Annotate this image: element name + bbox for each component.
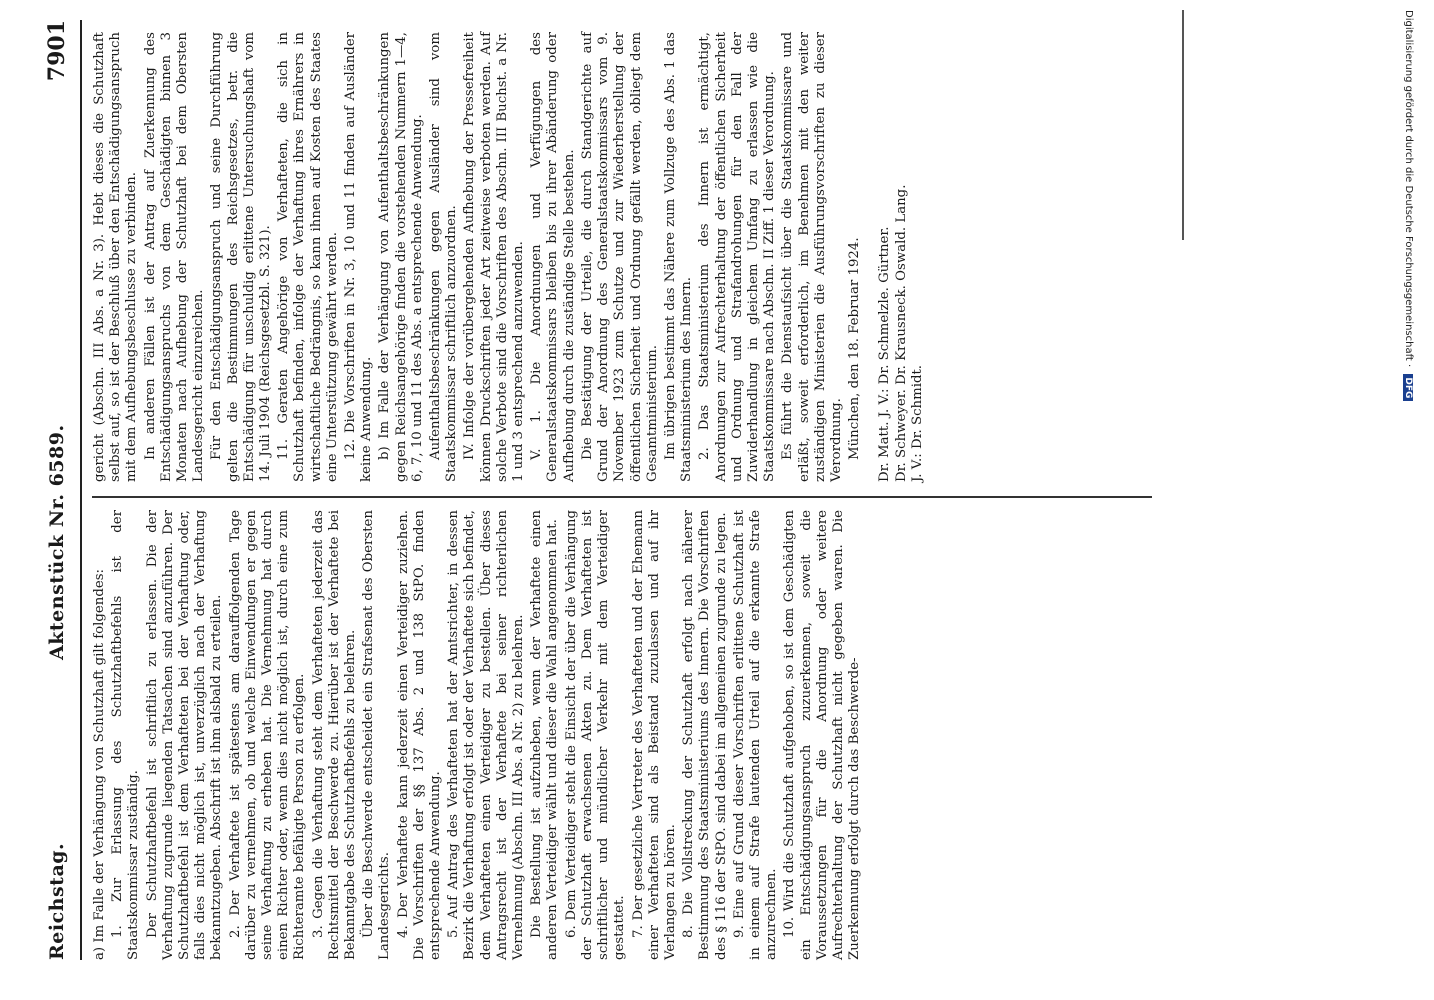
paragraph: 5. Auf Antrag des Verhafteten hat der Amtsrichter, in dessen Bezirk die Verhaftung erfolgt ist oder der Verhaftete sich befindet, dem Verhafteten einen Verteidiger zu bestellen. Über dieses Antragsrecht ist der Verhaftete bei seiner richterlichen Vernehmung (Abschn. III Abs. a Nr. 2) zu belehren. (446, 510, 527, 960)
funding-note: Digitalisierung gefördert durch die Deutsche Forschungsgemeinschaft · DFG (1398, 10, 1414, 990)
paragraph: 11. Geraten Angehörige von Verhafteten, die sich in Schutzhaft befinden, infolge der Verhaftung ihres Ernährers in wirtschaftliche Bedrängnis, so kann ihnen auf Kosten des Staates eine Unterstützung gewährt werden. (276, 32, 340, 482)
paragraph: 2. Der Verhaftete ist spätestens am darauffolgenden Tage darüber zu vernehmen, ob und welche Einwendungen er gegen seine Verhaftung zu erheben hat. Die Vernehmung hat durch einen Richter oder, wenn dies nicht möglich ist, durch eine zum Richteramte befähigte Person zu erfolgen. (227, 510, 308, 960)
paragraph: IV. Infolge der vorübergehenden Aufhebung der Pressefreiheit können Druckschriften jeder Art zeitweise verboten werden. Auf solche Verbote sind die Vorschriften des Abschn. III Buchst. a Nr. 1 und 3 entsprechend anzuwenden. (462, 32, 527, 482)
paragraph: Die Bestätigung der Urteile, die durch Standgerichte auf Grund der Anordnung des Generalstaatskommissars vom 9. November 1923 zum Schutze und zur Wiederherstellung der öffentlichen Sicherheit und Ordnung gefällt werden, obliegt dem Gesamtministerium. (579, 32, 660, 482)
paragraph: b) Im Falle der Verhängung von Aufenthaltsbeschränkungen gegen Reichsangehörige finden die vorstehenden Nummern 1—4, 6, 7, 10 und 11 des Abs. a entsprechende Anwendung. (377, 32, 425, 482)
paragraph: Aufenthaltsbeschränkungen gegen Ausländer sind vom Staatskommissar schriftlich anzuordnen. (428, 32, 460, 482)
paragraph: Für den Entschädigungsanspruch und seine Durchführung gelten die Bestimmungen des Reichsgesetzes, betr. die Entschädigung für unschuldig erlittene Untersuchungshaft vom 14. Juli 1904 (Reichsgesetzbl. S. 321). (209, 32, 274, 482)
funding-text: Digitalisierung gefördert durch die Deutsche Forschungsgemeinschaft (1403, 10, 1414, 361)
paragraph: a) Im Falle der Verhängung von Schutzhaft gilt folgendes: (92, 568, 107, 960)
paragraph: 10. Wird die Schutzhaft aufgehoben, so ist dem Geschädigten ein Entschädigungsanspruch zuzuerkennen, soweit die Voraussetzungen für die Anordnung oder weitere Aufrechterhaltung der Schutzhaft nicht gegeben waren. Die Zuerkennung erfolgt durch das Beschwerde- (782, 510, 863, 960)
paragraph: Im übrigen bestimmt das Nähere zum Vollzuge des Abs. 1 das Staatsministerium des Innern. (662, 32, 695, 482)
page-number: 7901 (44, 20, 70, 82)
signature-line: Dr. Schweyer. Dr. Krausneck. Oswald. Lang. (893, 184, 909, 482)
paragraph: 9. Eine auf Grund dieser Vorschriften erlittene Schutzhaft ist in einem auf Strafe lautenden Urteil auf die erkannte Strafe anzurechnen. (731, 510, 780, 960)
paragraph: 6. Dem Verteidiger steht die Einsicht der über die Verhängung der Schutzhaft erwachsenen Akten zu. Dem Verhafteten ist schriftlicher und mündlicher Verkehr mit dem Verteidiger gestattet. (563, 510, 628, 960)
paragraph: München, den 18. Februar 1924. (847, 237, 863, 460)
signature-line: J. V.: Dr. Schmidt. (909, 364, 925, 482)
paragraph: gericht (Abschn. III Abs. a Nr. 3). Hebt dieses die Schutzhaft selbst auf, so ist der Beschluß über den Entschädigungsanspruch mit dem Aufhebungsbeschlusse zu verbinden. (92, 32, 140, 482)
column-divider (92, 497, 1152, 499)
paragraph: V. 1. Die Anordnungen und Verfügungen des Generalstaatskommissars bleiben bis zu ihrer Abänderung oder Aufhebung durch die zuständige Stelle bestehen. (529, 32, 577, 482)
paragraph: Es führt die Dienstaufsicht über die Staatskommissare und erläßt, soweit erforderlich, im Benehmen mit den weiter zuständigen Ministerien die Ausführungsvorschriften zu dieser Verordnung. (780, 32, 844, 482)
right-column (92, 32, 1152, 482)
paragraph: 1. Zur Erlassung des Schutzhaftbefehls ist der Staatskommissar zuständig. (110, 510, 142, 960)
header-left: Reichstag. (46, 842, 68, 960)
paragraph: 2. Das Staatsministerium des Innern ist ermächtigt, Anordnungen zur Aufrechterhaltung der öffentlichen Sicherheit und Ordnung und Strafandrohungen für den Fall der Zuwiderhandlung in gleichem Umfang zu erlassen wie die Staatskommissare nach Abschn. II Ziff. 1 dieser Verordnung. (697, 32, 778, 482)
paragraph: In anderen Fällen ist der Antrag auf Zuerkennung des Entschädigungsanspruchs von dem Geschädigten binnen 3 Monaten nach Aufhebung der Schutzhaft bei dem Obersten Landesgericht einzureichen. (142, 32, 207, 482)
paragraph: 7. Der gesetzliche Vertreter des Verhafteten und der Ehemann einer Verhafteten sind als Beistand zuzulassen und auf ihr Verlangen zu hören. (630, 510, 678, 960)
paragraph: 12. Die Vorschriften in Nr. 3, 10 und 11 finden auf Ausländer keine Anwendung. (343, 32, 375, 482)
page-header (40, 20, 82, 960)
page-content (40, 20, 1160, 960)
paragraph: 8. Die Vollstreckung der Schutzhaft erfolgt nach näherer Bestimmung des Staatsministeriums des Innern. Die Vorschriften des § 116 der StPO. sind dabei im allgemeinen zugrunde zu legen. (681, 510, 729, 960)
dfg-logo: DFG (1403, 374, 1413, 401)
paragraph: Über die Beschwerde entscheidet ein Strafsenat des Obersten Landesgerichts. (361, 510, 393, 960)
paragraph: 3. Gegen die Verhaftung steht dem Verhafteten jederzeit das Rechtsmittel der Beschwerde zu. Hierüber ist der Verhaftete bei Bekanntgabe des Schutzhaftbefehls zu belehren. (310, 510, 359, 960)
closing-rule (1182, 10, 1184, 240)
paragraph: 4. Der Verhaftete kann jederzeit einen Verteidiger zuziehen. Die Vorschriften der §§ 137 Abs. 2 und 138 StPO. finden entsprechende Anwendung. (395, 510, 444, 960)
signature-block (877, 32, 926, 482)
signature-line: Dr. Matt. J. V.: Dr. Schmelzle. Gürtner. (877, 226, 893, 482)
left-column (92, 510, 1152, 960)
paragraph: Der Schutzhaftbefehl ist schriftlich zu erlassen. Die der Verhaftung zugrunde liegenden Tatsachen sind anzuführen. Der Schutzhaftbefehl ist dem Verhafteten bei der Verhaftung oder, falls dies nicht möglich ist, unverzüglich nach der Verhaftung bekanntzugeben. Abschrift ist ihm alsbald zu erteilen. (144, 510, 225, 960)
header-center: Aktenstück Nr. 6589. (46, 424, 68, 660)
paragraph: Die Bestellung ist aufzuheben, wenn der Verhaftete einen anderen Verteidiger wählt und dieser die Wahl angenommen hat. (529, 510, 561, 960)
